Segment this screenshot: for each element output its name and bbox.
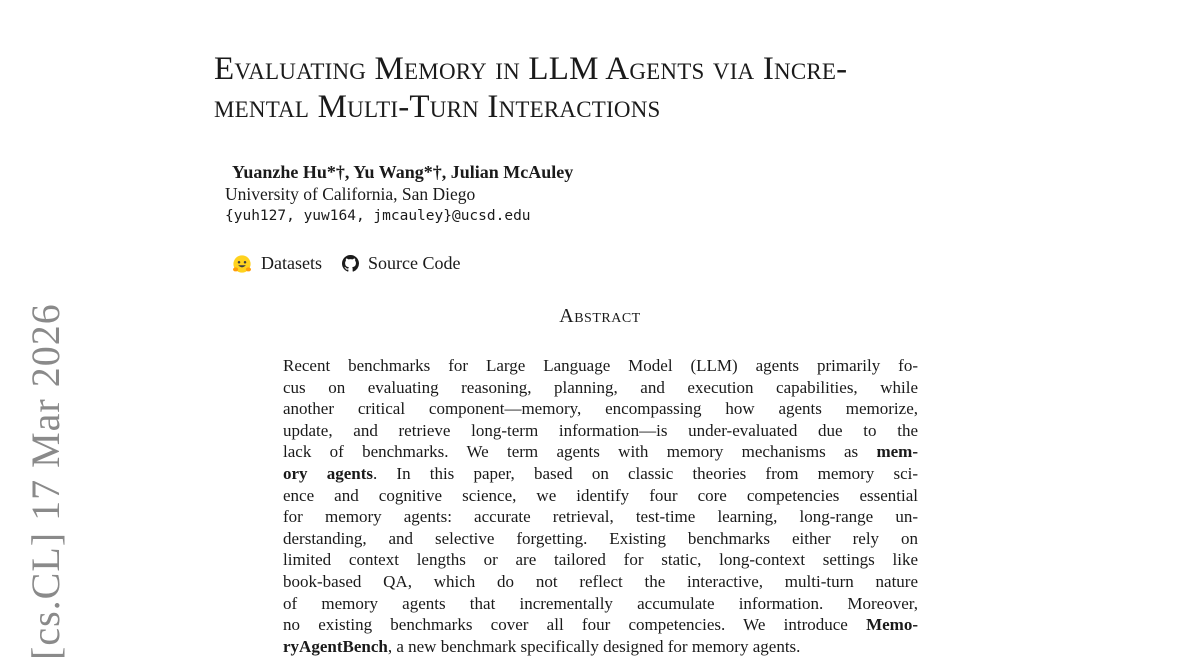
source-code-link-label: Source Code — [367, 253, 461, 273]
abstract-text: lack of benchmarks. We term agents with memory mechanisms as — [283, 442, 859, 462]
author-list: Yuanzhe Hu*†, Yu Wang*†, Julian McAuley — [232, 162, 574, 182]
abstract-line: limited context lengths or are tailored for static, long-context settings like — [283, 550, 918, 570]
source-code-link[interactable] — [342, 253, 460, 274]
abstract-heading: Abstract — [559, 305, 641, 327]
author-emails: {yuh127, yuw164, jmcauley}@ucsd.edu — [225, 208, 531, 224]
abstract-bold-term: Memo- — [866, 615, 919, 635]
abstract-line: derstanding, and selective forgetting. Existing benchmarks either rely on — [283, 528, 918, 548]
abstract-text: no existing benchmarks cover all four competencies. We introduce — [283, 615, 848, 635]
abstract-line — [283, 441, 918, 463]
abstract-line: book-based QA, which do not reflect the interactive, multi-turn nature — [283, 571, 918, 591]
abstract-body — [283, 355, 918, 657]
abstract-bold-term: mem- — [876, 442, 918, 462]
datasets-link[interactable] — [232, 253, 322, 274]
paper-title — [214, 50, 1014, 126]
abstract-line: cus on evaluating reasoning, planning, and execution capabilities, while — [283, 377, 918, 397]
abstract-line — [283, 636, 918, 658]
abstract-bold-term: ryAgentBench — [283, 636, 388, 656]
abstract-bold-term: ory agents — [283, 463, 373, 483]
title-line-2: mental Multi-Turn Interactions — [214, 89, 661, 125]
abstract-line — [283, 614, 918, 636]
abstract-line: another critical component—memory, encompassing how agents memorize, — [283, 399, 918, 419]
arxiv-side-stamp: [cs.CL] 17 Mar 2026 — [23, 303, 68, 660]
author-affiliation: University of California, San Diego — [225, 184, 476, 204]
resource-links — [232, 253, 460, 274]
abstract-line: of memory agents that incrementally accumulate information. Moreover, — [283, 593, 918, 613]
datasets-link-label: Datasets — [261, 253, 322, 273]
abstract-line — [283, 463, 918, 485]
hugging-face-icon — [232, 254, 252, 274]
github-icon — [342, 255, 359, 272]
abstract-line: ence and cognitive science, we identify four core competencies essential — [283, 485, 918, 505]
abstract-line: for memory agents: accurate retrieval, test-time learning, long-range un- — [283, 507, 918, 527]
abstract-line: update, and retrieve long-term information—is under-evaluated due to the — [283, 420, 918, 440]
abstract-line: Recent benchmarks for Large Language Model (LLM) agents primarily fo- — [283, 356, 918, 375]
abstract-text: . In this paper, based on classic theories from memory sci- — [373, 463, 919, 483]
title-line-1: Evaluating Memory in LLM Agents via Incre- — [214, 51, 848, 87]
abstract-text: , a new benchmark specifically designed for memory agents. — [387, 636, 801, 656]
